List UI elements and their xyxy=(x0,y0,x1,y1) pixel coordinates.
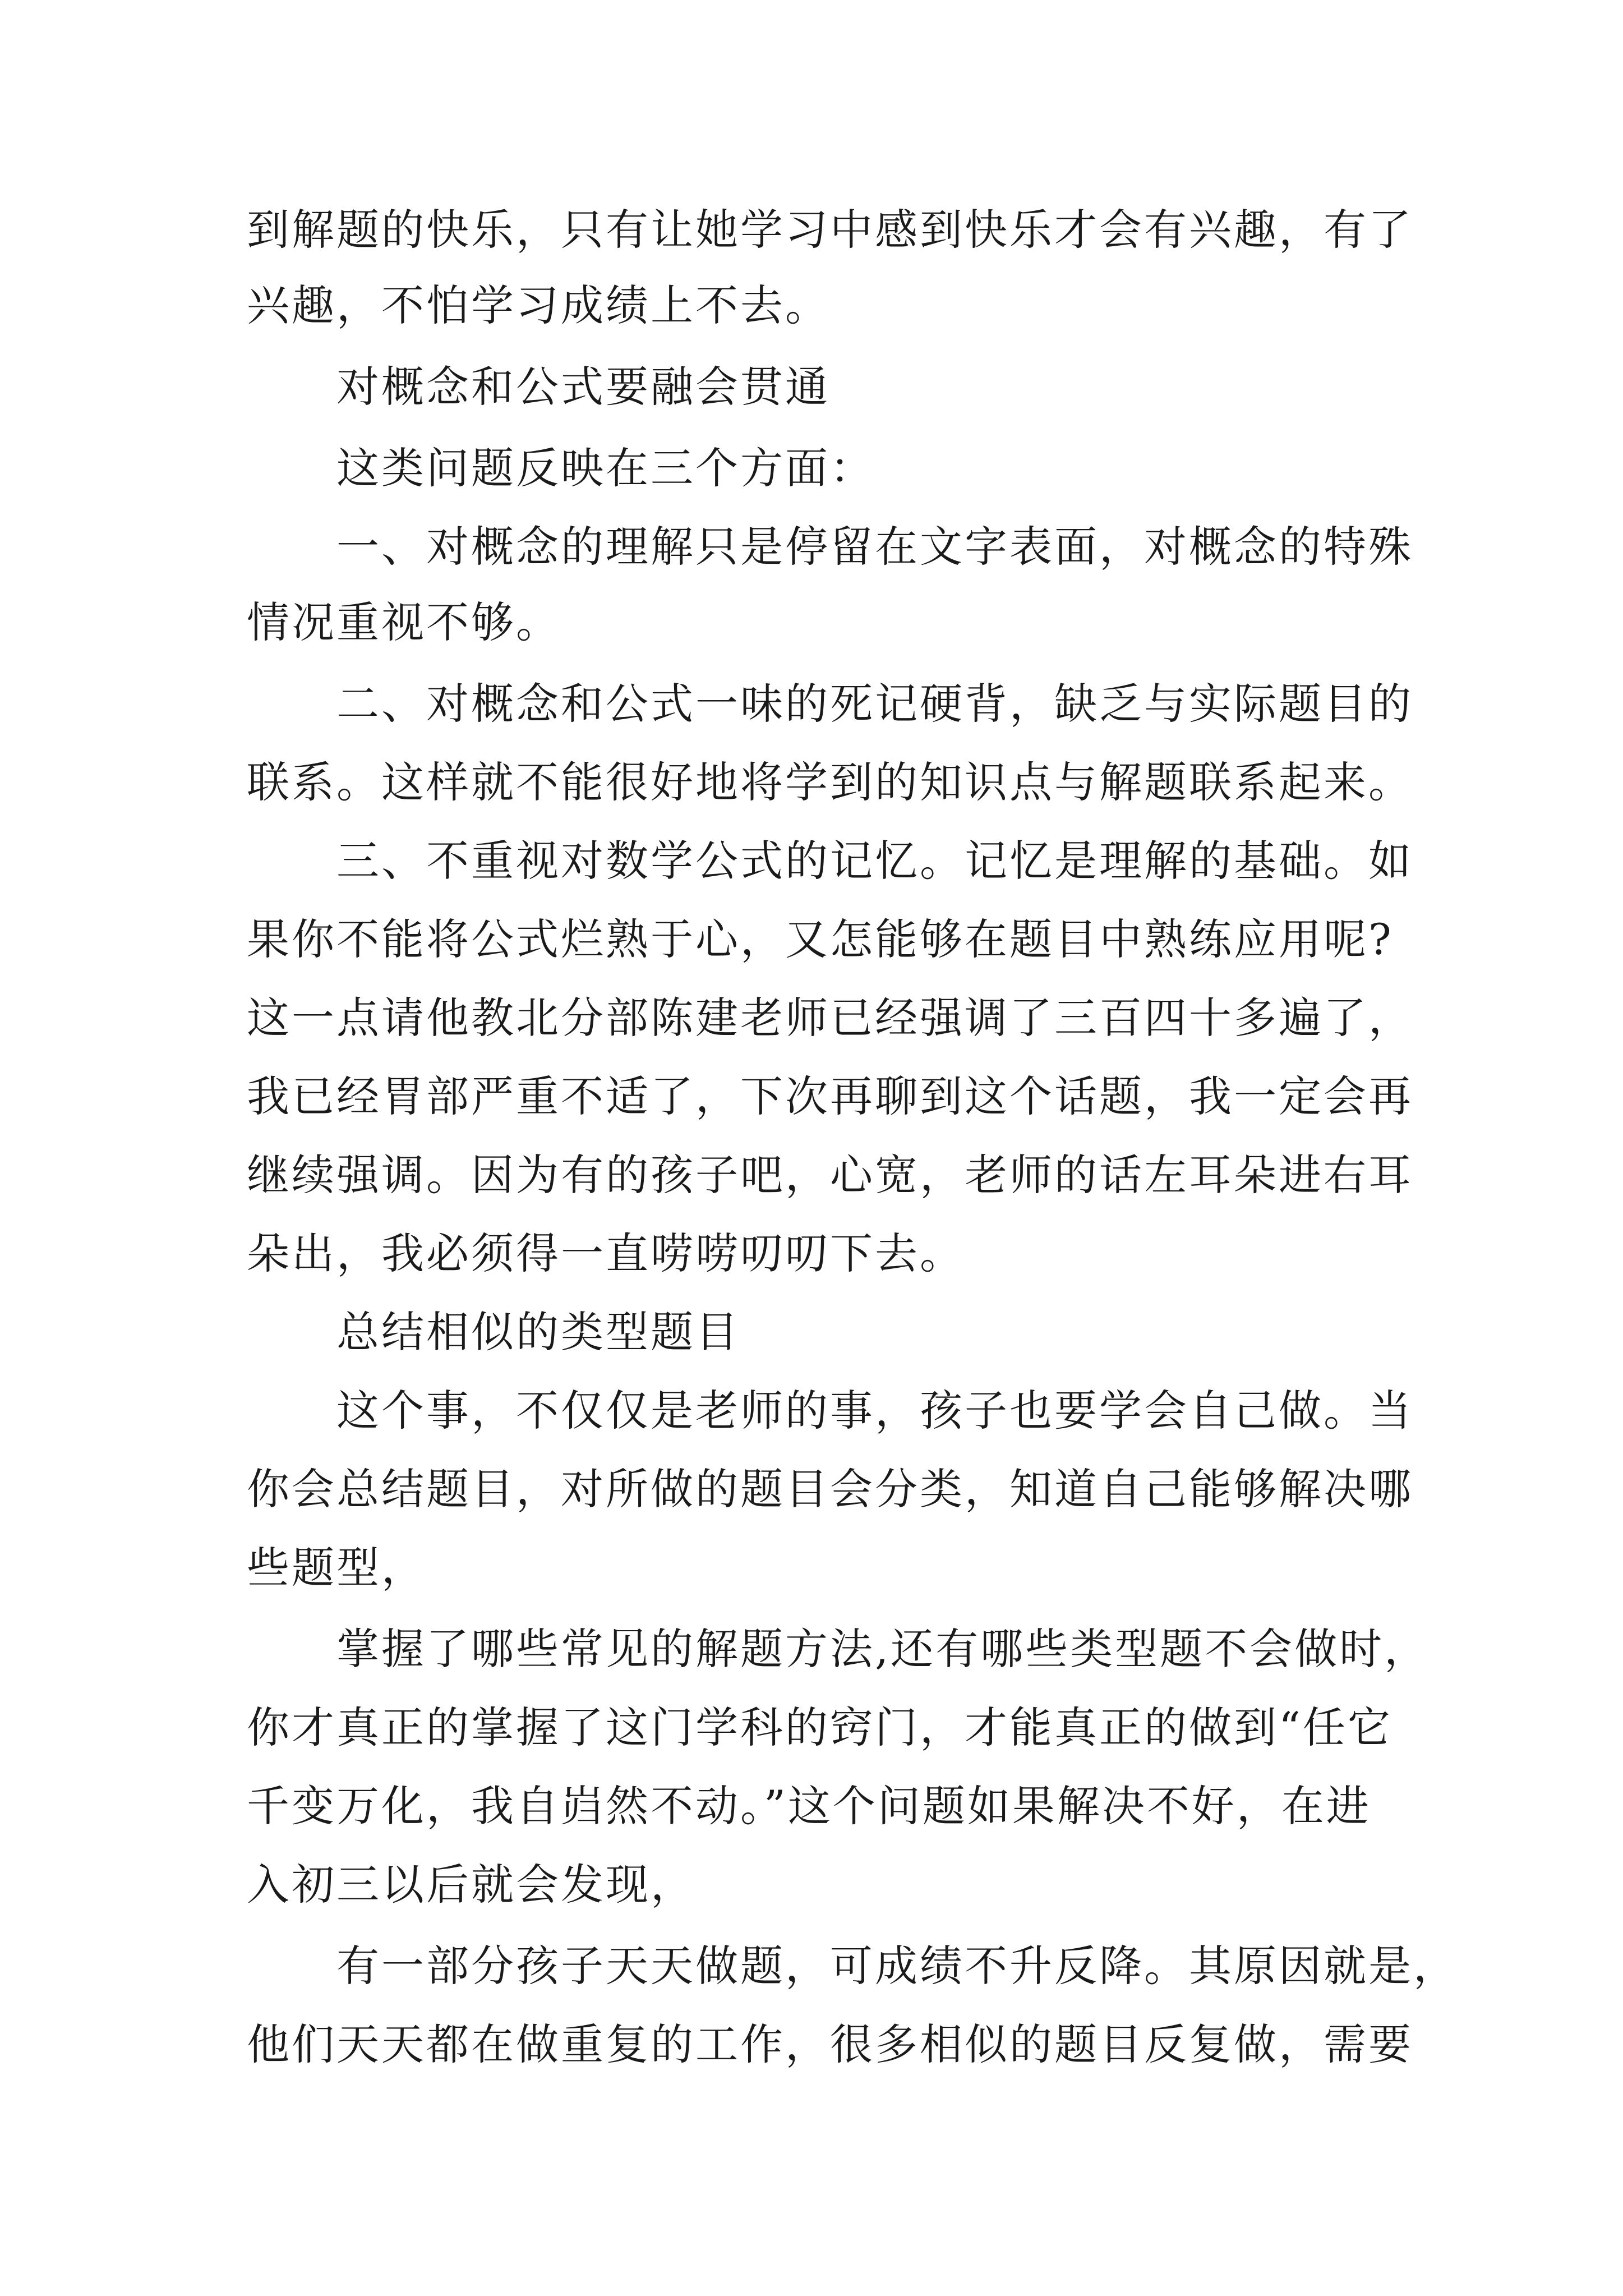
text-line: 有一部分孩子天天做题，可成绩不升反降。其原因就是， xyxy=(336,1941,1458,1991)
text-line: 掌握了哪些常见的解题方法,还有哪些类型题不会做时， xyxy=(336,1624,1430,1674)
text-line: 兴趣，不怕学习成绩上不去。 xyxy=(247,280,830,330)
section-heading: 对概念和公式要融会贯通 xyxy=(336,362,830,412)
text-line: 你会总结题目，对所做的题目会分类，知道自己能够解决哪 xyxy=(247,1464,1413,1514)
text-line: 继续强调。因为有的孩子吧，心宽，老师的话左耳朵进右耳 xyxy=(247,1150,1413,1200)
text-line: 到解题的快乐，只有让她学习中感到快乐才会有兴趣，有了 xyxy=(247,205,1413,255)
text-line: 千变万化，我自岿然不动。”这个问题如果解决不好，在进 xyxy=(247,1781,1371,1831)
text-line: 果你不能将公式烂熟于心，又怎能够在题目中熟练应用呢? xyxy=(247,914,1394,964)
text-line: 一、对概念的理解只是停留在文字表面，对概念的特殊 xyxy=(336,522,1413,572)
section-heading: 总结相似的类型题目 xyxy=(336,1307,740,1357)
text-line: 情况重视不够。 xyxy=(247,597,561,647)
text-line: 你才真正的掌握了这门学科的窍门，才能真正的做到“任它 xyxy=(247,1703,1393,1752)
text-line: 联系。这样就不能很好地将学到的知识点与解题联系起来。 xyxy=(247,757,1413,807)
text-line: 朵出，我必须得一直唠唠叨叨下去。 xyxy=(247,1228,965,1278)
text-line: 他们天天都在做重复的工作，很多相似的题目反复做，需要 xyxy=(247,2019,1413,2069)
text-line: 入初三以后就会发现， xyxy=(247,1860,695,1910)
text-line: 我已经胃部严重不适了，下次再聊到这个话题，我一定会再 xyxy=(247,1071,1413,1121)
text-line: 这个事，不仅仅是老师的事，孩子也要学会自己做。当 xyxy=(336,1386,1413,1435)
text-line: 些题型， xyxy=(247,1543,426,1593)
text-line: 二、对概念和公式一味的死记硬背，缺乏与实际题目的 xyxy=(336,679,1413,729)
text-line: 三、不重视对数学公式的记忆。记忆是理解的基础。如 xyxy=(336,836,1413,886)
text-line: 这类问题反映在三个方面： xyxy=(336,443,875,493)
text-line: 这一点请他教北分部陈建老师已经强调了三百四十多遍了， xyxy=(247,993,1413,1043)
